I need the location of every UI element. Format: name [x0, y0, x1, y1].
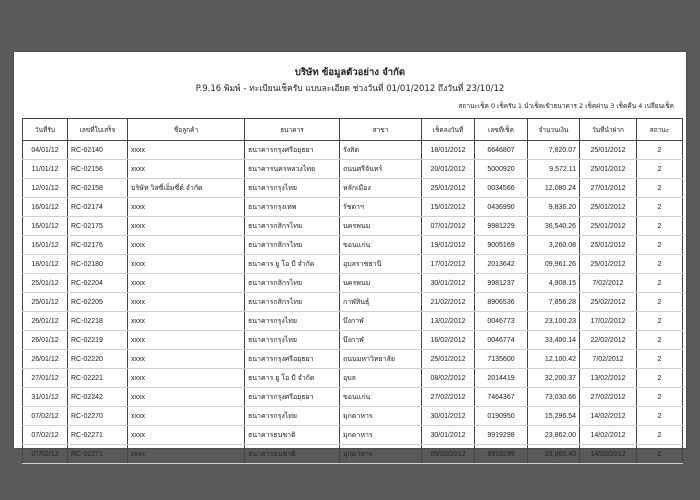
- bank-cell: ธนาคาร ยู โอ บี จำกัด: [245, 255, 340, 274]
- cheque-no-cell: 7464367: [475, 388, 528, 407]
- status-cell: 2: [637, 388, 683, 407]
- receipt-no-cell: RC-02158: [68, 179, 128, 198]
- table-row: [23, 388, 683, 407]
- header-amount: จำนวนเงิน: [528, 119, 580, 141]
- receipt-no-cell: RC-02242: [68, 388, 128, 407]
- branch-cell: มุกดาหาร: [340, 407, 422, 426]
- cheque-no-cell: 0046774: [475, 331, 528, 350]
- receipt-no-cell: RC-02221: [68, 369, 128, 388]
- bank-cell: ธนาคารกรุงไทย: [245, 312, 340, 331]
- amount-cell: 09,961.26: [528, 255, 580, 274]
- deposit-date-cell: 7/02/2012: [580, 350, 637, 369]
- status-cell: 2: [637, 236, 683, 255]
- bank-cell: ธนาคารนครหลวงไทย: [245, 160, 340, 179]
- receipt-no-cell: RC-02218: [68, 312, 128, 331]
- status-cell: 2: [637, 312, 683, 331]
- amount-cell: 9,836.20: [528, 198, 580, 217]
- received-date-cell: 07/02/12: [23, 445, 68, 464]
- deposit-date-cell: 25/02/2012: [580, 293, 637, 312]
- amount-cell: 7,820.07: [528, 141, 580, 160]
- deposit-date-cell: 14/02/2012: [580, 445, 637, 464]
- amount-cell: 12,080.24: [528, 179, 580, 198]
- received-date-cell: 04/01/12: [23, 141, 68, 160]
- deposit-date-cell: 25/01/2012: [580, 198, 637, 217]
- bank-cell: ธนาคารกรุงศรีอยุธยา: [245, 388, 340, 407]
- table-row: [23, 445, 683, 464]
- cheque-date-cell: 30/01/2012: [422, 426, 475, 445]
- amount-cell: 23,862.00: [528, 426, 580, 445]
- status-cell: 2: [637, 426, 683, 445]
- customer-name-cell: xxxx: [128, 217, 245, 236]
- branch-cell: หลักเมือง: [340, 179, 422, 198]
- bank-cell: ธนาคารกรุงไทย: [245, 179, 340, 198]
- bank-cell: ธนาคารกรุงไทย: [245, 331, 340, 350]
- status-cell: 2: [637, 331, 683, 350]
- deposit-date-cell: 25/01/2012: [580, 255, 637, 274]
- customer-name-cell: xxxx: [128, 312, 245, 331]
- cheque-no-cell: 0046773: [475, 312, 528, 331]
- received-date-cell: 12/01/12: [23, 179, 68, 198]
- deposit-date-cell: 27/02/2012: [580, 388, 637, 407]
- cheque-register-table: [22, 118, 683, 464]
- receipt-no-cell: RC-02271: [68, 445, 128, 464]
- header-bank: ธนาคาร: [245, 119, 340, 141]
- receipt-no-cell: RC-02156: [68, 160, 128, 179]
- cheque-no-cell: 5000920: [475, 160, 528, 179]
- amount-cell: 12,100.42: [528, 350, 580, 369]
- amount-cell: 23,100.23: [528, 312, 580, 331]
- branch-cell: รังสิต: [340, 141, 422, 160]
- receipt-no-cell: RC-02271: [68, 426, 128, 445]
- table-row: [23, 255, 683, 274]
- table-row: [23, 217, 683, 236]
- cheque-date-cell: 15/01/2012: [422, 198, 475, 217]
- bank-cell: ธนาคารธนชาติ: [245, 445, 340, 464]
- table-row: [23, 160, 683, 179]
- branch-cell: รัชดาฯ: [340, 198, 422, 217]
- cheque-date-cell: 18/01/2012: [422, 141, 475, 160]
- receipt-no-cell: RC-02205: [68, 293, 128, 312]
- receipt-no-cell: RC-02175: [68, 217, 128, 236]
- table-row: [23, 407, 683, 426]
- bank-cell: ธนาคารกรุงศรีอยุธยา: [245, 141, 340, 160]
- cheque-date-cell: 21/02/2012: [422, 293, 475, 312]
- company-name: บริษัท ข้อมูลตัวอย่าง จำกัด: [294, 67, 406, 78]
- customer-name-cell: xxxx: [128, 407, 245, 426]
- table-row: [23, 331, 683, 350]
- bank-cell: ธนาคารกสิกรไทย: [245, 293, 340, 312]
- status-cell: 2: [637, 445, 683, 464]
- branch-cell: อุบล: [340, 369, 422, 388]
- receipt-no-cell: RC-02220: [68, 350, 128, 369]
- cheque-date-cell: 20/01/2012: [422, 160, 475, 179]
- customer-name-cell: xxxx: [128, 236, 245, 255]
- branch-cell: ขอนแก่น: [340, 236, 422, 255]
- cheque-date-cell: 19/01/2012: [422, 236, 475, 255]
- bank-cell: ธนาคารกสิกรไทย: [245, 217, 340, 236]
- cheque-date-cell: 25/01/2012: [422, 350, 475, 369]
- receipt-no-cell: RC-02204: [68, 274, 128, 293]
- branch-cell: นครพนม: [340, 217, 422, 236]
- status-cell: 2: [637, 179, 683, 198]
- table-row: [23, 274, 683, 293]
- table-row: [23, 426, 683, 445]
- branch-cell: ถนนศรีจันทร์: [340, 160, 422, 179]
- receipt-no-cell: RC-02140: [68, 141, 128, 160]
- amount-cell: 23,860.40: [528, 445, 580, 464]
- received-date-cell: 27/01/12: [23, 369, 68, 388]
- received-date-cell: 07/02/12: [23, 407, 68, 426]
- branch-cell: ถนนมหาวิทยาลัย: [340, 350, 422, 369]
- table-row: [23, 141, 683, 160]
- bank-cell: ธนาคารกรุงเทพ: [245, 198, 340, 217]
- branch-cell: บึงกาฬ: [340, 331, 422, 350]
- cheque-date-cell: 13/02/2012: [422, 312, 475, 331]
- bank-cell: ธนาคารธนชาติ: [245, 426, 340, 445]
- amount-cell: 36,540.26: [528, 217, 580, 236]
- header-cheque-no: เลขที่เช็ค: [475, 119, 528, 141]
- status-cell: 2: [637, 198, 683, 217]
- status-cell: 2: [637, 141, 683, 160]
- header-deposit-date: วันที่นำฝาก: [580, 119, 637, 141]
- cheque-date-cell: 25/01/2012: [422, 179, 475, 198]
- header-customer-name: ชื่อลูกค้า: [128, 119, 245, 141]
- report-subtitle: P.9.16 พิมพ์ - ทะเบียนเช็ครับ แบบละเอียด ช่วงวันที่ 01/01/2012 ถึงวันที่ 23/10/12: [195, 84, 505, 94]
- cheque-no-cell: 9981229: [475, 217, 528, 236]
- header-branch: สาขา: [340, 119, 422, 141]
- received-date-cell: 26/01/12: [23, 350, 68, 369]
- status-cell: 2: [637, 369, 683, 388]
- amount-cell: 32,200.37: [528, 369, 580, 388]
- bank-cell: ธนาคารกสิกรไทย: [245, 274, 340, 293]
- receipt-no-cell: RC-02270: [68, 407, 128, 426]
- received-date-cell: 31/01/12: [23, 388, 68, 407]
- deposit-date-cell: 25/01/2012: [580, 160, 637, 179]
- status-cell: 2: [637, 217, 683, 236]
- cheque-no-cell: 9981237: [475, 274, 528, 293]
- table-header-row: [23, 119, 683, 141]
- customer-name-cell: xxxx: [128, 388, 245, 407]
- table-row: [23, 369, 683, 388]
- status-cell: 2: [637, 407, 683, 426]
- status-cell: 2: [637, 293, 683, 312]
- header-cheque-date: เช็คลงวันที่: [422, 119, 475, 141]
- cheque-no-cell: 0436990: [475, 198, 528, 217]
- receipt-no-cell: RC-02174: [68, 198, 128, 217]
- customer-name-cell: xxxx: [128, 331, 245, 350]
- deposit-date-cell: 14/02/2012: [580, 407, 637, 426]
- amount-cell: 7,856.28: [528, 293, 580, 312]
- received-date-cell: 16/01/12: [23, 217, 68, 236]
- header-received-date: วันที่รับ: [23, 119, 68, 141]
- cheque-no-cell: 8906536: [475, 293, 528, 312]
- status-cell: 2: [637, 274, 683, 293]
- customer-name-cell: xxxx: [128, 141, 245, 160]
- amount-cell: 33,400.14: [528, 331, 580, 350]
- customer-name-cell: xxxx: [128, 274, 245, 293]
- branch-cell: อุบลราชธานี: [340, 255, 422, 274]
- status-legend: สถานะเช็ค 0 เช็ครับ 1 นำเช็คเข้าธนาคาร 2 เช็คผ่าน 3 เช็คคืน 4 เปลี่ยนเช็ค: [458, 102, 674, 110]
- receipt-no-cell: RC-02180: [68, 255, 128, 274]
- customer-name-cell: xxxx: [128, 369, 245, 388]
- deposit-date-cell: 7/02/2012: [580, 274, 637, 293]
- customer-name-cell: xxxx: [128, 426, 245, 445]
- received-date-cell: 25/01/12: [23, 274, 68, 293]
- bank-cell: ธนาคารกสิกรไทย: [245, 236, 340, 255]
- cheque-no-cell: 9919298: [475, 426, 528, 445]
- received-date-cell: 16/01/12: [23, 236, 68, 255]
- customer-name-cell: xxxx: [128, 198, 245, 217]
- status-cell: 2: [637, 255, 683, 274]
- bank-cell: ธนาคาร ยู โอ บี จำกัด: [245, 369, 340, 388]
- cheque-no-cell: 9919299: [475, 445, 528, 464]
- cheque-no-cell: 2014419: [475, 369, 528, 388]
- received-date-cell: 26/01/12: [23, 312, 68, 331]
- table-row: [23, 198, 683, 217]
- cheque-date-cell: 17/01/2012: [422, 255, 475, 274]
- received-date-cell: 11/01/12: [23, 160, 68, 179]
- bank-cell: ธนาคารกรุงไทย: [245, 407, 340, 426]
- customer-name-cell: xxxx: [128, 160, 245, 179]
- receipt-no-cell: RC-02176: [68, 236, 128, 255]
- received-date-cell: 25/01/12: [23, 293, 68, 312]
- table-row: [23, 179, 683, 198]
- table-row: [23, 293, 683, 312]
- amount-cell: 73,030.66: [528, 388, 580, 407]
- deposit-date-cell: 17/02/2012: [580, 312, 637, 331]
- deposit-date-cell: 25/01/2012: [580, 141, 637, 160]
- cheque-date-cell: 16/02/2012: [422, 331, 475, 350]
- deposit-date-cell: 25/01/2012: [580, 217, 637, 236]
- cheque-no-cell: 0190950: [475, 407, 528, 426]
- table-row: [23, 350, 683, 369]
- branch-cell: ขอนแก่น: [340, 388, 422, 407]
- received-date-cell: 16/01/12: [23, 198, 68, 217]
- table-row: [23, 312, 683, 331]
- received-date-cell: 26/01/12: [23, 331, 68, 350]
- report-page: [14, 52, 686, 458]
- branch-cell: บึงกาฬ: [340, 312, 422, 331]
- customer-name-cell: xxxx: [128, 445, 245, 464]
- cheque-no-cell: 2013642: [475, 255, 528, 274]
- customer-name-cell: xxxx: [128, 350, 245, 369]
- status-cell: 2: [637, 350, 683, 369]
- cheque-date-cell: 07/01/2012: [422, 217, 475, 236]
- received-date-cell: 18/01/12: [23, 255, 68, 274]
- bank-cell: ธนาคารกรุงศรีอยุธยา: [245, 350, 340, 369]
- status-cell: 2: [637, 160, 683, 179]
- received-date-cell: 07/02/12: [23, 426, 68, 445]
- branch-cell: นครพนม: [340, 274, 422, 293]
- branch-cell: มุกดาหาร: [340, 445, 422, 464]
- cheque-date-cell: 27/02/2012: [422, 388, 475, 407]
- header-status: สถานะ: [637, 119, 683, 141]
- deposit-date-cell: 22/02/2012: [580, 331, 637, 350]
- cheque-no-cell: 9005169: [475, 236, 528, 255]
- deposit-date-cell: 25/01/2012: [580, 236, 637, 255]
- receipt-no-cell: RC-02219: [68, 331, 128, 350]
- customer-name-cell: บริษัท วิสซี่เอ็มซี่ต์ จำกัด: [128, 179, 245, 198]
- branch-cell: มุกดาหาร: [340, 426, 422, 445]
- deposit-date-cell: 13/02/2012: [580, 369, 637, 388]
- customer-name-cell: xxxx: [128, 255, 245, 274]
- cheque-no-cell: 7135600: [475, 350, 528, 369]
- table-row: [23, 236, 683, 255]
- cheque-date-cell: 30/01/2012: [422, 274, 475, 293]
- amount-cell: 15,296.54: [528, 407, 580, 426]
- amount-cell: 4,908.15: [528, 274, 580, 293]
- customer-name-cell: xxxx: [128, 293, 245, 312]
- header-receipt-no: เลขที่ใบเสร็จ: [68, 119, 128, 141]
- cheque-date-cell: 30/01/2012: [422, 407, 475, 426]
- amount-cell: 3,260.08: [528, 236, 580, 255]
- cheque-date-cell: 08/02/2012: [422, 369, 475, 388]
- branch-cell: กาฬสินธุ์: [340, 293, 422, 312]
- cheque-no-cell: 6646807: [475, 141, 528, 160]
- deposit-date-cell: 14/02/2012: [580, 426, 637, 445]
- cheque-date-cell: 05/02/2012: [422, 445, 475, 464]
- cheque-no-cell: 0034566: [475, 179, 528, 198]
- deposit-date-cell: 27/01/2012: [580, 179, 637, 198]
- amount-cell: 9,572.11: [528, 160, 580, 179]
